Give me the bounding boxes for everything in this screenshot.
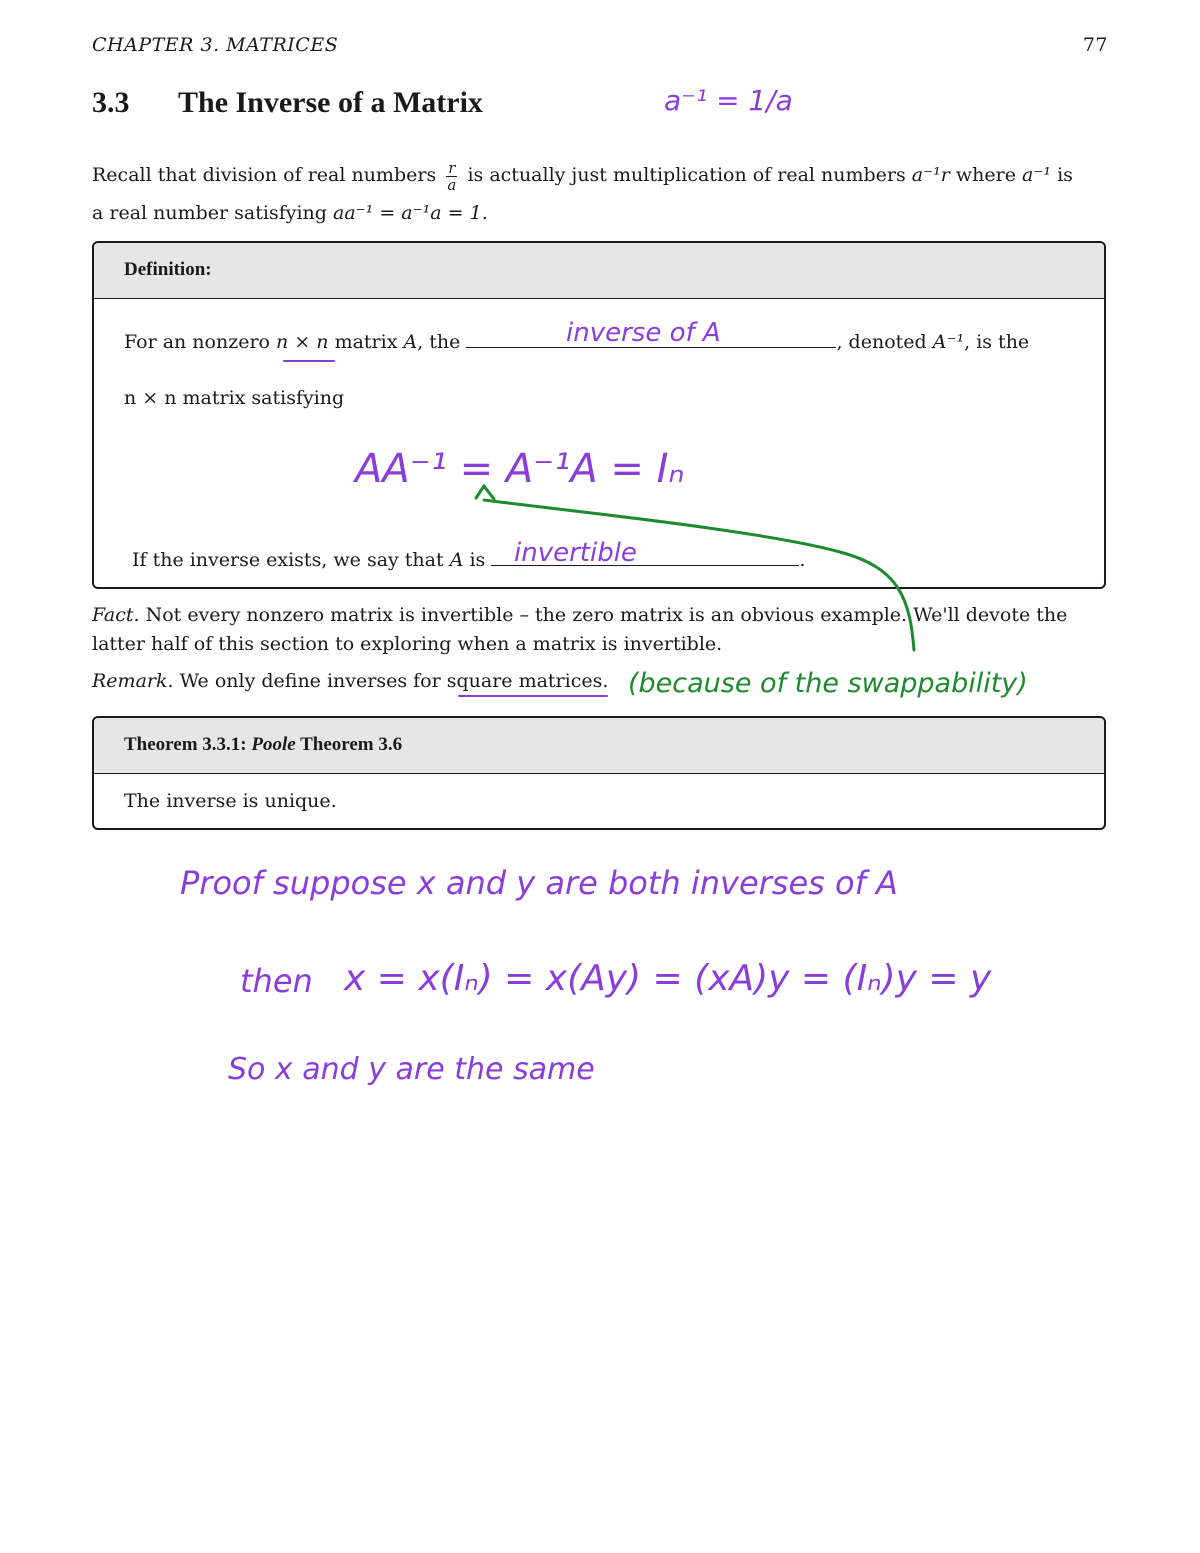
recall-expr-2: a⁻¹ xyxy=(1022,164,1052,186)
running-head xyxy=(92,34,1108,60)
handwritten-definition-equation: AA⁻¹ = A⁻¹A = Iₙ xyxy=(355,446,685,492)
section-title xyxy=(92,86,483,120)
definition-line-2: n × n matrix satisfying xyxy=(124,387,345,409)
definition-box xyxy=(92,241,1106,589)
recall-line-2-text: a real number satisfying xyxy=(92,202,327,224)
recall-line-1 xyxy=(92,156,1108,194)
recall-text-2: is actually just multiplication of real numbers xyxy=(467,164,906,186)
remark-label: Remark. xyxy=(92,670,174,692)
def-n-by-n: n × n xyxy=(276,331,329,353)
handwritten-proof-line-3: So x and y are the same xyxy=(228,1052,595,1087)
recall-expr-1: a⁻¹r xyxy=(911,164,950,186)
page-number: 77 xyxy=(1082,34,1108,56)
fraction-r-over-a xyxy=(446,160,457,193)
remark-text: We only define inverses for square matrices. xyxy=(179,670,609,692)
fact-paragraph xyxy=(92,601,1108,659)
definition-heading: Definition: xyxy=(94,243,1104,299)
handwritten-proof-equation: x = x(Iₙ) = x(Ay) = (xA)y = (Iₙ)y = y xyxy=(344,958,992,999)
definition-line-3 xyxy=(132,547,805,571)
underline-n-by-n xyxy=(283,360,335,362)
theorem-heading-suffix: Theorem 3.6 xyxy=(300,734,403,755)
recall-paragraph xyxy=(92,156,1108,232)
section-title-text: The Inverse of a Matrix xyxy=(178,86,483,119)
recall-line-2 xyxy=(92,194,1108,232)
theorem-heading xyxy=(94,718,1104,774)
def-text-is-the: , is the xyxy=(964,331,1030,353)
handwritten-remark-note: (because of the swappability) xyxy=(628,668,1028,699)
theorem-box xyxy=(92,716,1106,830)
section-number: 3.3 xyxy=(92,86,130,119)
fraction-numerator: r xyxy=(448,158,456,177)
recall-text-1: Recall that division of real numbers xyxy=(92,164,437,186)
def-A-inverse: A⁻¹ xyxy=(932,331,965,353)
chapter-label: CHAPTER 3. MATRICES xyxy=(92,34,339,56)
def-text-denoted: , denoted xyxy=(836,331,927,353)
fact-text: Not every nonzero matrix is invertible – the zero matrix is an obvious example. We'll devote the latter half of this section to exploring when a matrix is invertible. xyxy=(92,604,1068,655)
theorem-body: The inverse is unique. xyxy=(124,790,337,812)
def-text-the: , the xyxy=(417,331,461,353)
def-text-period: . xyxy=(799,549,806,571)
theorem-heading-author: Poole xyxy=(251,734,296,755)
fraction-denominator: a xyxy=(447,175,457,194)
handwritten-inverse-of-a: inverse of A xyxy=(566,318,721,348)
def-text-if-exists: If the inverse exists, we say that xyxy=(132,549,444,571)
underline-square-matrices xyxy=(458,695,608,697)
theorem-heading-prefix: Theorem 3.3.1: xyxy=(124,734,247,755)
fact-label: Fact. xyxy=(92,604,140,626)
handwritten-proof-then: then xyxy=(240,962,313,1000)
def-text-is: is xyxy=(469,549,486,571)
handwritten-proof-line-1: Proof suppose x and y are both inverses of A xyxy=(180,864,898,902)
recall-line-2-expr: aa⁻¹ = a⁻¹a = 1. xyxy=(333,202,488,224)
def-A-2: A xyxy=(449,549,464,571)
def-text-prefix: For an nonzero xyxy=(124,331,270,353)
def-text-matrix: matrix xyxy=(334,331,398,353)
handwritten-title-note: a⁻¹ = 1/a xyxy=(664,84,793,117)
recall-text-3: where xyxy=(955,164,1016,186)
handwritten-invertible: invertible xyxy=(514,538,637,568)
def-A: A xyxy=(403,331,418,353)
recall-text-4: is xyxy=(1057,164,1073,186)
